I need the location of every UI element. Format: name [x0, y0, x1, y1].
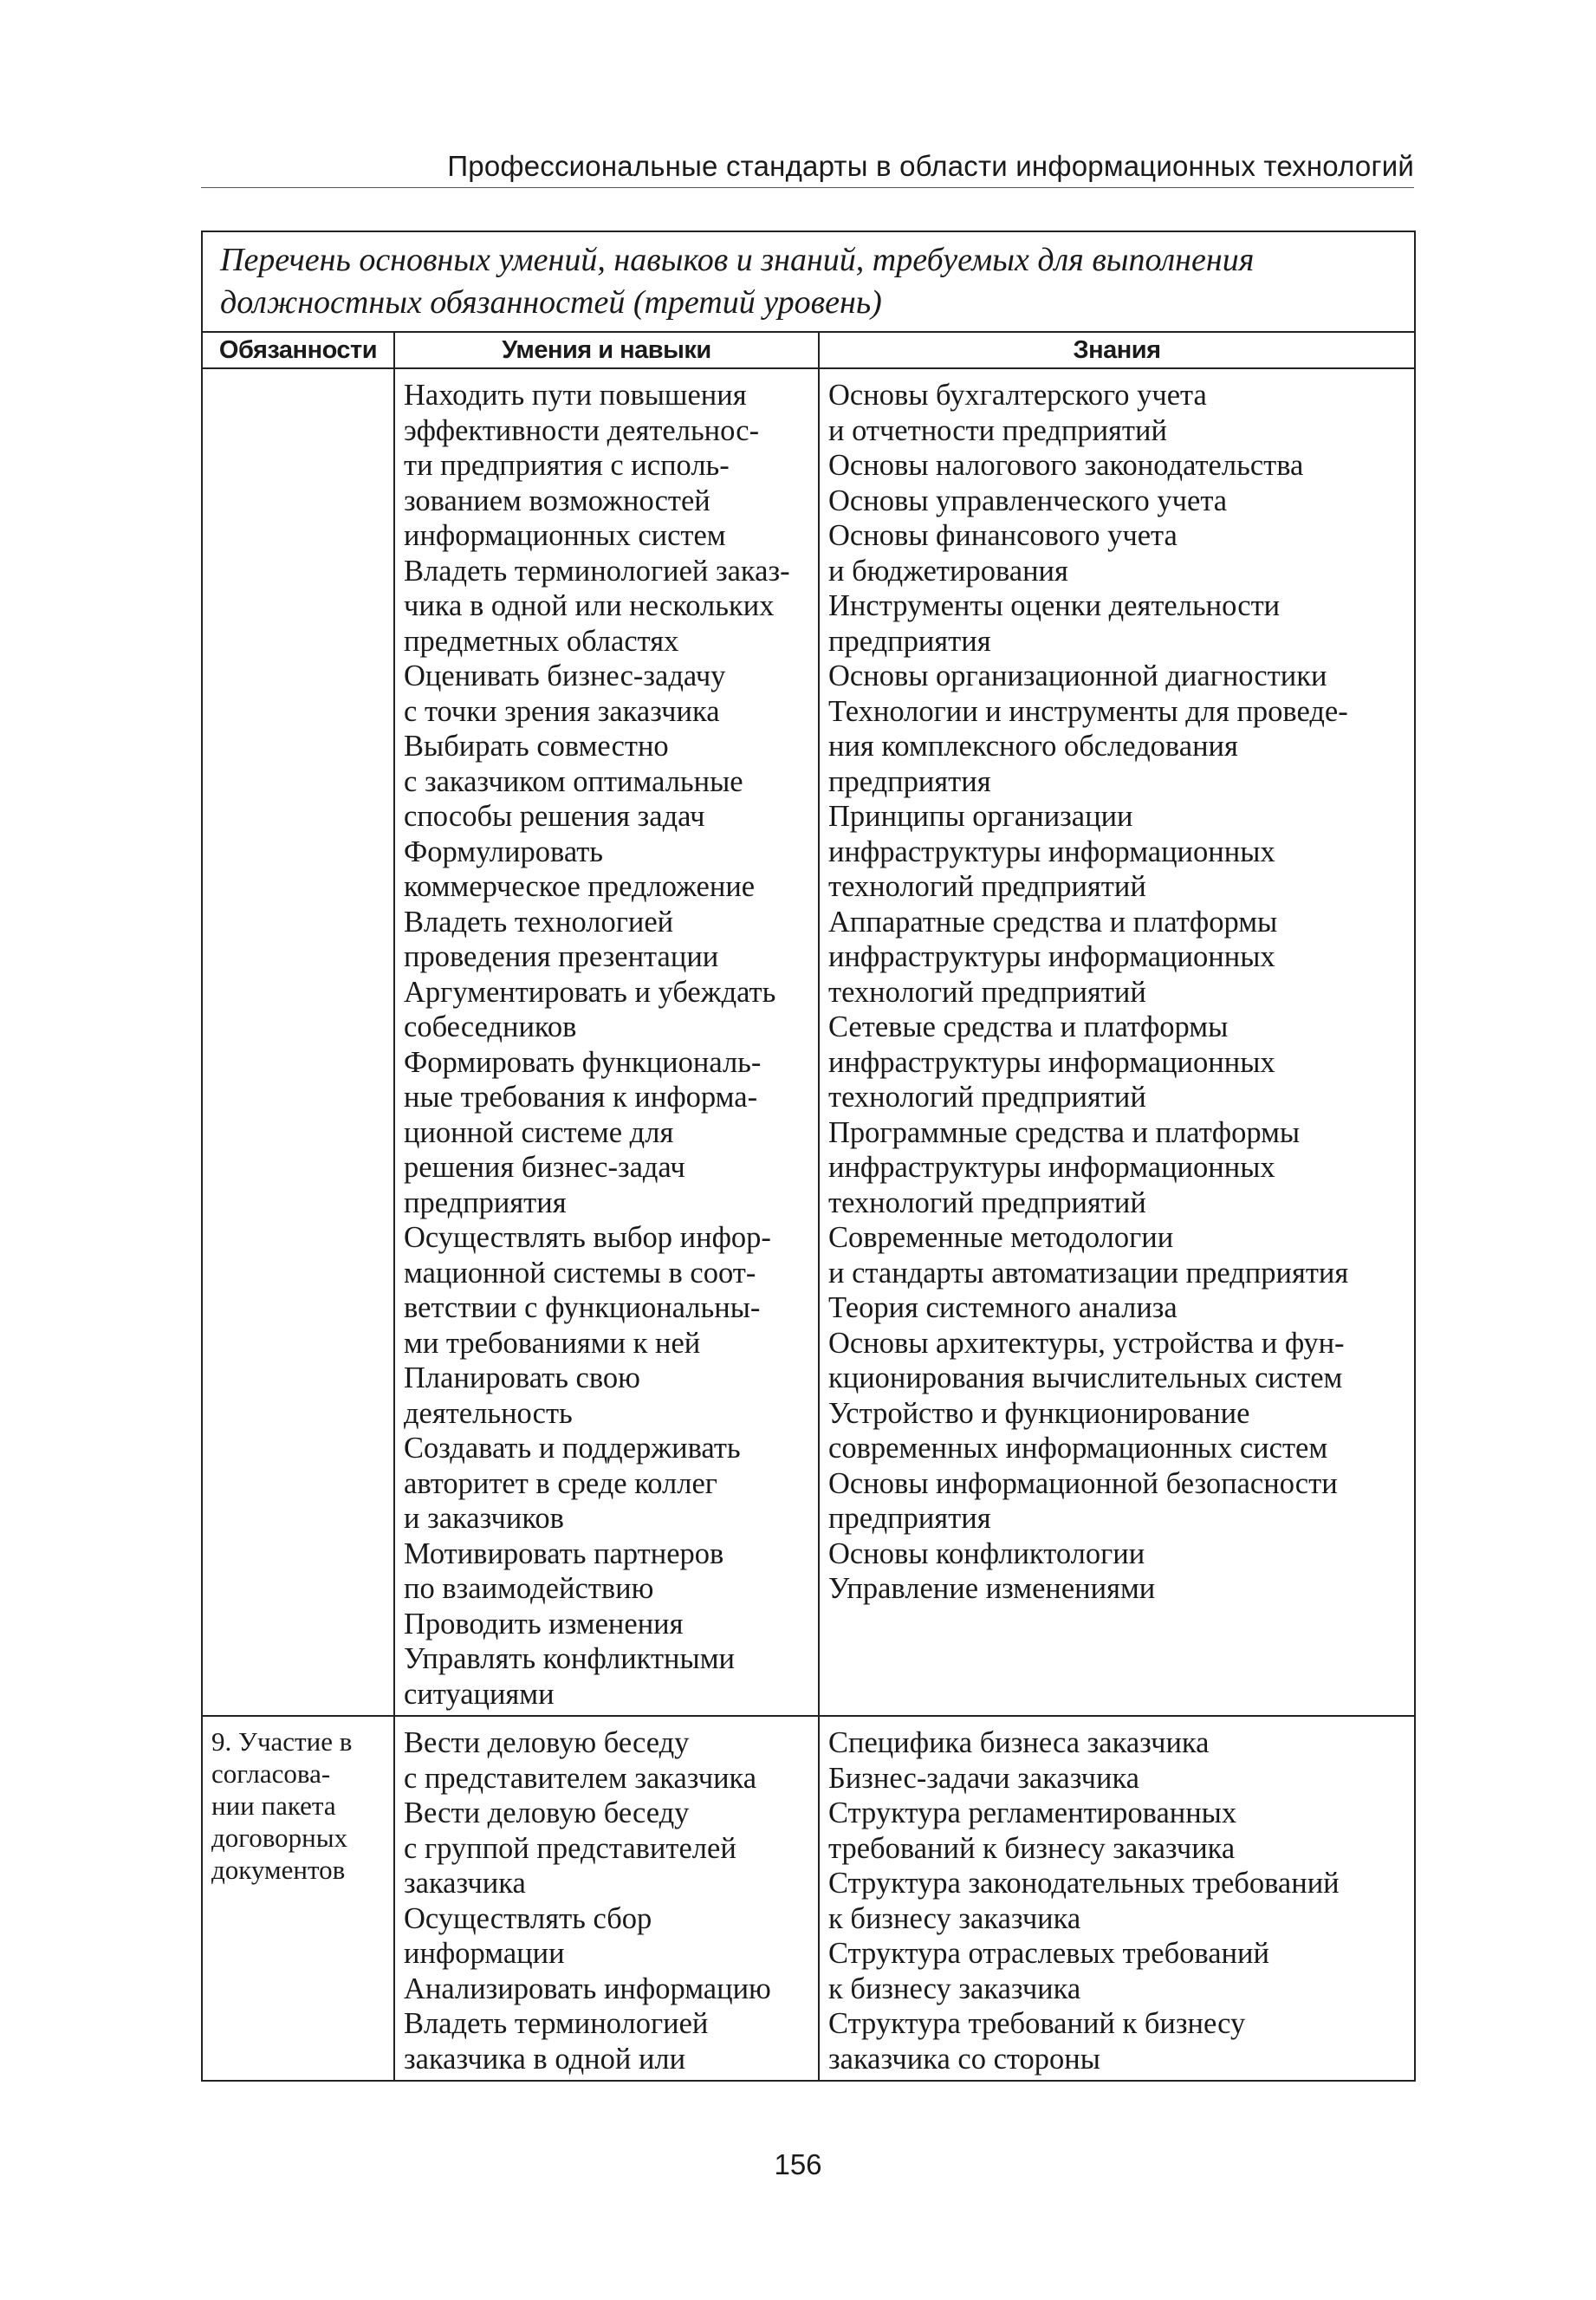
knowledge-line: и отчетности предприятий: [828, 413, 1167, 447]
skills-line: по взаимодействию: [404, 1572, 654, 1605]
knowledge-line: Принципы организации: [828, 800, 1133, 833]
knowledge-line: предприятия: [828, 1502, 991, 1535]
skills-line: Создавать и поддерживать: [404, 1432, 741, 1465]
knowledge-line: Основы управленческого учета: [828, 484, 1228, 517]
skills-line: проведения презентации: [404, 940, 719, 973]
knowledge-line: современных информационных систем: [828, 1432, 1328, 1465]
knowledge-line: инфраструктуры информационных: [828, 1045, 1275, 1079]
knowledge-line: предприятия: [828, 764, 991, 798]
skills-line: предприятия: [404, 1186, 567, 1219]
page-number: 156: [774, 2148, 822, 2180]
knowledge-line: инфраструктуры информационных: [828, 940, 1275, 973]
knowledge-line: предприятия: [828, 624, 991, 658]
table-caption: [202, 231, 1415, 332]
column-header-knowledge: Знания: [819, 332, 1415, 368]
knowledge-line: Основы бухгалтерского учета: [828, 379, 1207, 412]
skills-line: решения бизнес-задач: [404, 1151, 685, 1184]
knowledge-line: заказчика со стороны: [828, 2042, 1100, 2076]
knowledge-line: ния комплексного обследования: [828, 730, 1238, 763]
skills-line: ные требования к информа-: [404, 1081, 758, 1114]
knowledge-line: Инструменты оценки деятельности: [828, 589, 1281, 622]
knowledge-line: технологий предприятий: [828, 1081, 1146, 1114]
knowledge-line: Структура регламентированных: [828, 1796, 1237, 1829]
skills-line: Владеть терминологией заказ-: [404, 554, 790, 588]
knowledge-line: и бюджетирования: [828, 554, 1068, 588]
table-row: [202, 1716, 1415, 2081]
skills-line: Вести деловую беседу: [404, 1796, 690, 1829]
skills-line: собеседников: [404, 1010, 577, 1043]
skills-line: мационной системы в соот-: [404, 1256, 756, 1290]
skills-cell: [394, 1716, 819, 2081]
knowledge-line: технологий предприятий: [828, 1186, 1146, 1219]
knowledge-line: инфраструктуры информационных: [828, 1151, 1275, 1184]
header-divider: [201, 187, 1414, 188]
skills-line: Анализировать информацию: [404, 1972, 771, 2005]
knowledge-line: кционирования вычислительных систем: [828, 1361, 1343, 1394]
knowledge-line: к бизнесу заказчика: [828, 1901, 1081, 1935]
knowledge-line: Сетевые средства и платформы: [828, 1010, 1229, 1043]
skills-line: Формировать функциональ-: [404, 1045, 762, 1079]
duty-line: договорных: [211, 1822, 348, 1853]
skills-line: заказчика в одной или: [404, 2042, 686, 2076]
skills-line: Находить пути повышения: [404, 379, 747, 412]
knowledge-line: Устройство и функционирование: [828, 1396, 1250, 1430]
skills-line: Проводить изменения: [404, 1607, 684, 1641]
table-body: [202, 368, 1415, 2081]
knowledge-line: Управление изменениями: [828, 1572, 1156, 1605]
table-row: [202, 368, 1415, 1716]
table-caption-row: [202, 231, 1415, 332]
skills-knowledge-table: [201, 231, 1416, 2082]
table-caption-line: должностных обязанностей (третий уровень): [220, 284, 882, 321]
knowledge-line: и стандарты автоматизации предприятия: [828, 1256, 1349, 1290]
knowledge-line: Основы финансового учета: [828, 519, 1178, 552]
table-caption-line: Перечень основных умений, навыков и знаний, требуемых для выполнения: [220, 242, 1255, 278]
running-header: Профессиональные стандарты в области информационных технологий: [447, 150, 1414, 182]
knowledge-line: Аппаратные средства и платформы: [828, 905, 1278, 939]
knowledge-line: технологий предприятий: [828, 870, 1146, 903]
column-header-skills: Умения и навыки: [394, 332, 819, 368]
skills-line: Осуществлять выбор инфор-: [404, 1221, 771, 1254]
skills-line: предметных областях: [404, 624, 679, 658]
skills-line: Осуществлять сбор: [404, 1901, 652, 1935]
knowledge-line: инфраструктуры информационных: [828, 835, 1275, 868]
duty-line: согласова-: [211, 1758, 331, 1789]
duty-cell: [202, 1716, 394, 2081]
knowledge-cell: [819, 368, 1415, 1716]
skills-line: способы решения задач: [404, 800, 705, 833]
skills-line: ционной системе для: [404, 1115, 674, 1149]
knowledge-line: Структура законодательных требований: [828, 1867, 1340, 1900]
skills-line: Управлять конфликтными: [404, 1642, 735, 1675]
skills-line: эффективности деятельнос-: [404, 413, 760, 447]
knowledge-line: Теория системного анализа: [828, 1291, 1178, 1324]
knowledge-line: Основы архитектуры, устройства и фун-: [828, 1326, 1345, 1360]
duty-cell: [202, 368, 394, 1716]
skills-line: авторитет в среде коллег: [404, 1466, 717, 1500]
knowledge-line: Специфика бизнеса заказчика: [828, 1726, 1210, 1759]
skills-line: Мотивировать партнеров: [404, 1537, 724, 1570]
knowledge-line: Основы информационной безопасности: [828, 1466, 1338, 1500]
skills-line: Владеть терминологией: [404, 2007, 709, 2040]
skills-line: Планировать свою: [404, 1361, 640, 1394]
skills-line: с заказчиком оптимальные: [404, 764, 743, 798]
knowledge-line: требований к бизнесу заказчика: [828, 1831, 1236, 1865]
duty-line: документов: [211, 1855, 346, 1885]
knowledge-line: Современные методологии: [828, 1221, 1174, 1254]
skills-line: Оценивать бизнес-задачу: [404, 659, 726, 692]
skills-line: ситуациями: [404, 1677, 555, 1711]
skills-line: Аргументировать и убеждать: [404, 975, 776, 1009]
skills-line: информации: [404, 1937, 565, 1970]
duty-line: 9. Участие в: [211, 1726, 353, 1757]
duty-line: нии пакета: [211, 1790, 336, 1821]
table-header-row: [202, 332, 1415, 368]
knowledge-line: Основы конфликтологии: [828, 1537, 1145, 1570]
skills-line: заказчика: [404, 1867, 526, 1900]
skills-line: чика в одной или нескольких: [404, 589, 775, 622]
skills-line: Выбирать совместно: [404, 730, 669, 763]
knowledge-line: Технологии и инструменты для проведе-: [828, 694, 1348, 728]
skills-line: и заказчиков: [404, 1502, 564, 1535]
knowledge-line: Структура отраслевых требований: [828, 1937, 1269, 1970]
column-header-duties: Обязанности: [202, 332, 394, 368]
skills-line: Формулировать: [404, 835, 604, 868]
skills-line: с точки зрения заказчика: [404, 694, 720, 728]
knowledge-line: Программные средства и платформы: [828, 1115, 1301, 1149]
knowledge-line: Основы организационной диагностики: [828, 659, 1327, 692]
knowledge-line: к бизнесу заказчика: [828, 1972, 1081, 2005]
skills-line: ми требованиями к ней: [404, 1326, 701, 1360]
skills-line: зованием возможностей: [404, 484, 710, 517]
skills-line: ти предприятия с исполь-: [404, 449, 730, 482]
knowledge-line: технологий предприятий: [828, 975, 1146, 1009]
skills-line: с представителем заказчика: [404, 1761, 757, 1795]
skills-cell: [394, 368, 819, 1716]
skills-line: коммерческое предложение: [404, 870, 756, 903]
knowledge-line: Бизнес-задачи заказчика: [828, 1761, 1139, 1795]
skills-line: ветствии с функциональны-: [404, 1291, 761, 1324]
skills-line: деятельность: [404, 1396, 573, 1430]
skills-line: Вести деловую беседу: [404, 1726, 690, 1759]
skills-line: информационных систем: [404, 519, 726, 552]
knowledge-line: Основы налогового законодательства: [828, 449, 1304, 482]
knowledge-cell: [819, 1716, 1415, 2081]
skills-line: Владеть технологией: [404, 905, 674, 939]
knowledge-line: Структура требований к бизнесу: [828, 2007, 1246, 2040]
skills-line: с группой представителей: [404, 1831, 736, 1865]
